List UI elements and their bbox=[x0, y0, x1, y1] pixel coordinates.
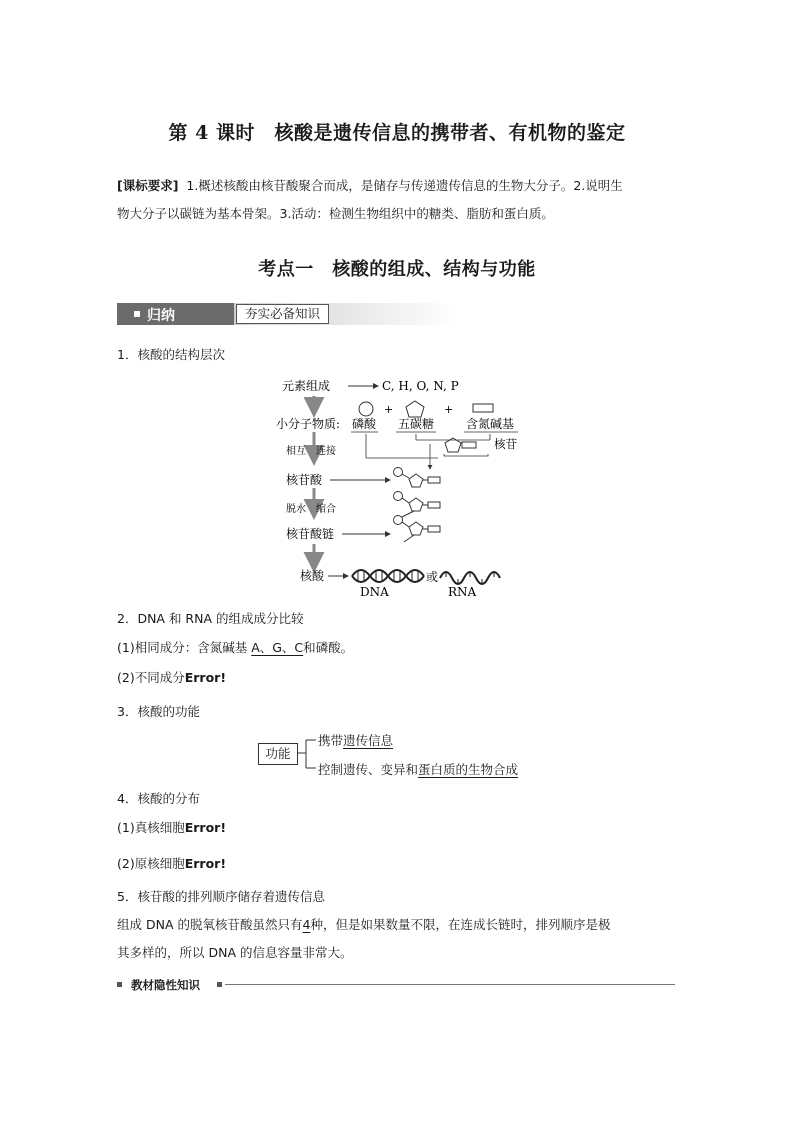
hidden-knowledge-bar bbox=[117, 977, 677, 993]
euk-label: (1)真核细胞 bbox=[117, 820, 185, 835]
dehydration-label: 脱水 缩合 bbox=[286, 504, 336, 515]
function-box: 功能 bbox=[258, 743, 298, 765]
connect-label: 相互 连接 bbox=[286, 446, 336, 457]
pro-label: (2)原核细胞 bbox=[117, 856, 185, 871]
item2-same bbox=[117, 638, 353, 658]
or-label: 或 bbox=[426, 570, 439, 584]
item3-heading: 3．核酸的功能 bbox=[117, 704, 200, 719]
p1b: 种，但是如果数量不限，在连成长链时，排列顺序是极 bbox=[310, 917, 611, 932]
f2-prefix: 控制遗传、变异和 bbox=[318, 762, 419, 777]
p2: 其多样的，所以 DNA 的信息容量非常大。 bbox=[117, 945, 353, 960]
dna-label: DNA bbox=[360, 585, 389, 599]
base-label: 含氮碱基 bbox=[466, 417, 515, 431]
dna-helix-icon bbox=[352, 570, 424, 582]
diff-error: Error! bbox=[184, 670, 227, 685]
hidden-knowledge-label: 教材隐性知识 bbox=[131, 978, 200, 992]
divider bbox=[225, 984, 675, 985]
plus-sign-1: + bbox=[384, 403, 394, 416]
pro-error: Error! bbox=[184, 856, 227, 871]
item2-heading: 2．DNA 和 RNA 的组成成分比较 bbox=[117, 611, 304, 626]
item4-prokaryote bbox=[117, 854, 226, 874]
function-diagram bbox=[258, 732, 558, 782]
small-molecule-label: 小分子物质: bbox=[276, 417, 341, 431]
square-bullet-icon bbox=[117, 982, 122, 987]
banner-square-icon bbox=[134, 311, 140, 317]
p1-underlined: 4 bbox=[302, 917, 311, 932]
function-item-2 bbox=[318, 761, 518, 779]
requirements-line2: 物大分子以碳链为基本骨架。3.活动：检测生物组织中的糖类、脂肪和蛋白质。 bbox=[117, 206, 554, 221]
item5-paragraph bbox=[117, 911, 682, 967]
summary-banner bbox=[117, 303, 432, 327]
f2-underlined: 蛋白质的生物合成 bbox=[418, 762, 519, 777]
nucleoside-label: 核苷 bbox=[494, 437, 517, 451]
page-title: 第 4 课时 核酸是遗传信息的携带者、有机物的鉴定 bbox=[168, 122, 626, 144]
nucleic-acid-label: 核酸 bbox=[300, 569, 325, 583]
item1-heading: 1．核酸的结构层次 bbox=[117, 347, 225, 362]
item2-diff bbox=[117, 668, 226, 688]
pentose-pentagon-icon bbox=[406, 401, 424, 417]
requirements-label: [课标要求] bbox=[117, 178, 179, 193]
same-suffix: 和磷酸。 bbox=[303, 640, 354, 655]
base-rect-icon bbox=[473, 404, 493, 412]
curriculum-requirements bbox=[117, 172, 682, 228]
p1: 组成 DNA 的脱氧核苷酸虽然只有 bbox=[117, 917, 303, 932]
phosphate-circle-icon bbox=[359, 402, 373, 416]
elements-value: C, H, O, N, P bbox=[382, 379, 459, 393]
banner-tag: 夯实必备知识 bbox=[236, 304, 329, 324]
euk-error: Error! bbox=[184, 820, 227, 835]
same-prefix: (1)相同成分：含氮碱基 bbox=[117, 640, 252, 655]
item4-eukaryote bbox=[117, 818, 226, 838]
f1-prefix: 携带 bbox=[318, 733, 344, 748]
f1-underlined: 遗传信息 bbox=[343, 733, 394, 748]
phosphate-label: 磷酸 bbox=[352, 417, 377, 431]
banner-label: 归纳 bbox=[147, 308, 175, 324]
item4-heading: 4．核酸的分布 bbox=[117, 791, 200, 806]
chain-label: 核苷酸链 bbox=[286, 527, 335, 541]
nucleic-acid-structure-diagram bbox=[268, 372, 528, 602]
same-bases: A、G、C bbox=[251, 640, 304, 655]
diff-prefix: (2)不同成分 bbox=[117, 670, 185, 685]
nucleotide-label: 核苷酸 bbox=[286, 473, 323, 487]
requirements-line1: 1.概述核酸由核苷酸聚合而成，是储存与传递遗传信息的生物大分子。2.说明生 bbox=[186, 178, 623, 193]
square-bullet-icon-2 bbox=[217, 982, 222, 987]
plus-sign-2: + bbox=[444, 403, 454, 416]
pentose-label: 五碳糖 bbox=[398, 417, 435, 431]
rna-label: RNA bbox=[448, 585, 477, 599]
section-title: 考点一 核酸的组成、结构与功能 bbox=[258, 259, 536, 280]
item5-heading: 5．核苷酸的排列顺序储存着遗传信息 bbox=[117, 889, 325, 904]
function-item-1 bbox=[318, 732, 393, 750]
rna-strand-icon bbox=[440, 572, 500, 584]
elements-label: 元素组成 bbox=[282, 379, 331, 393]
